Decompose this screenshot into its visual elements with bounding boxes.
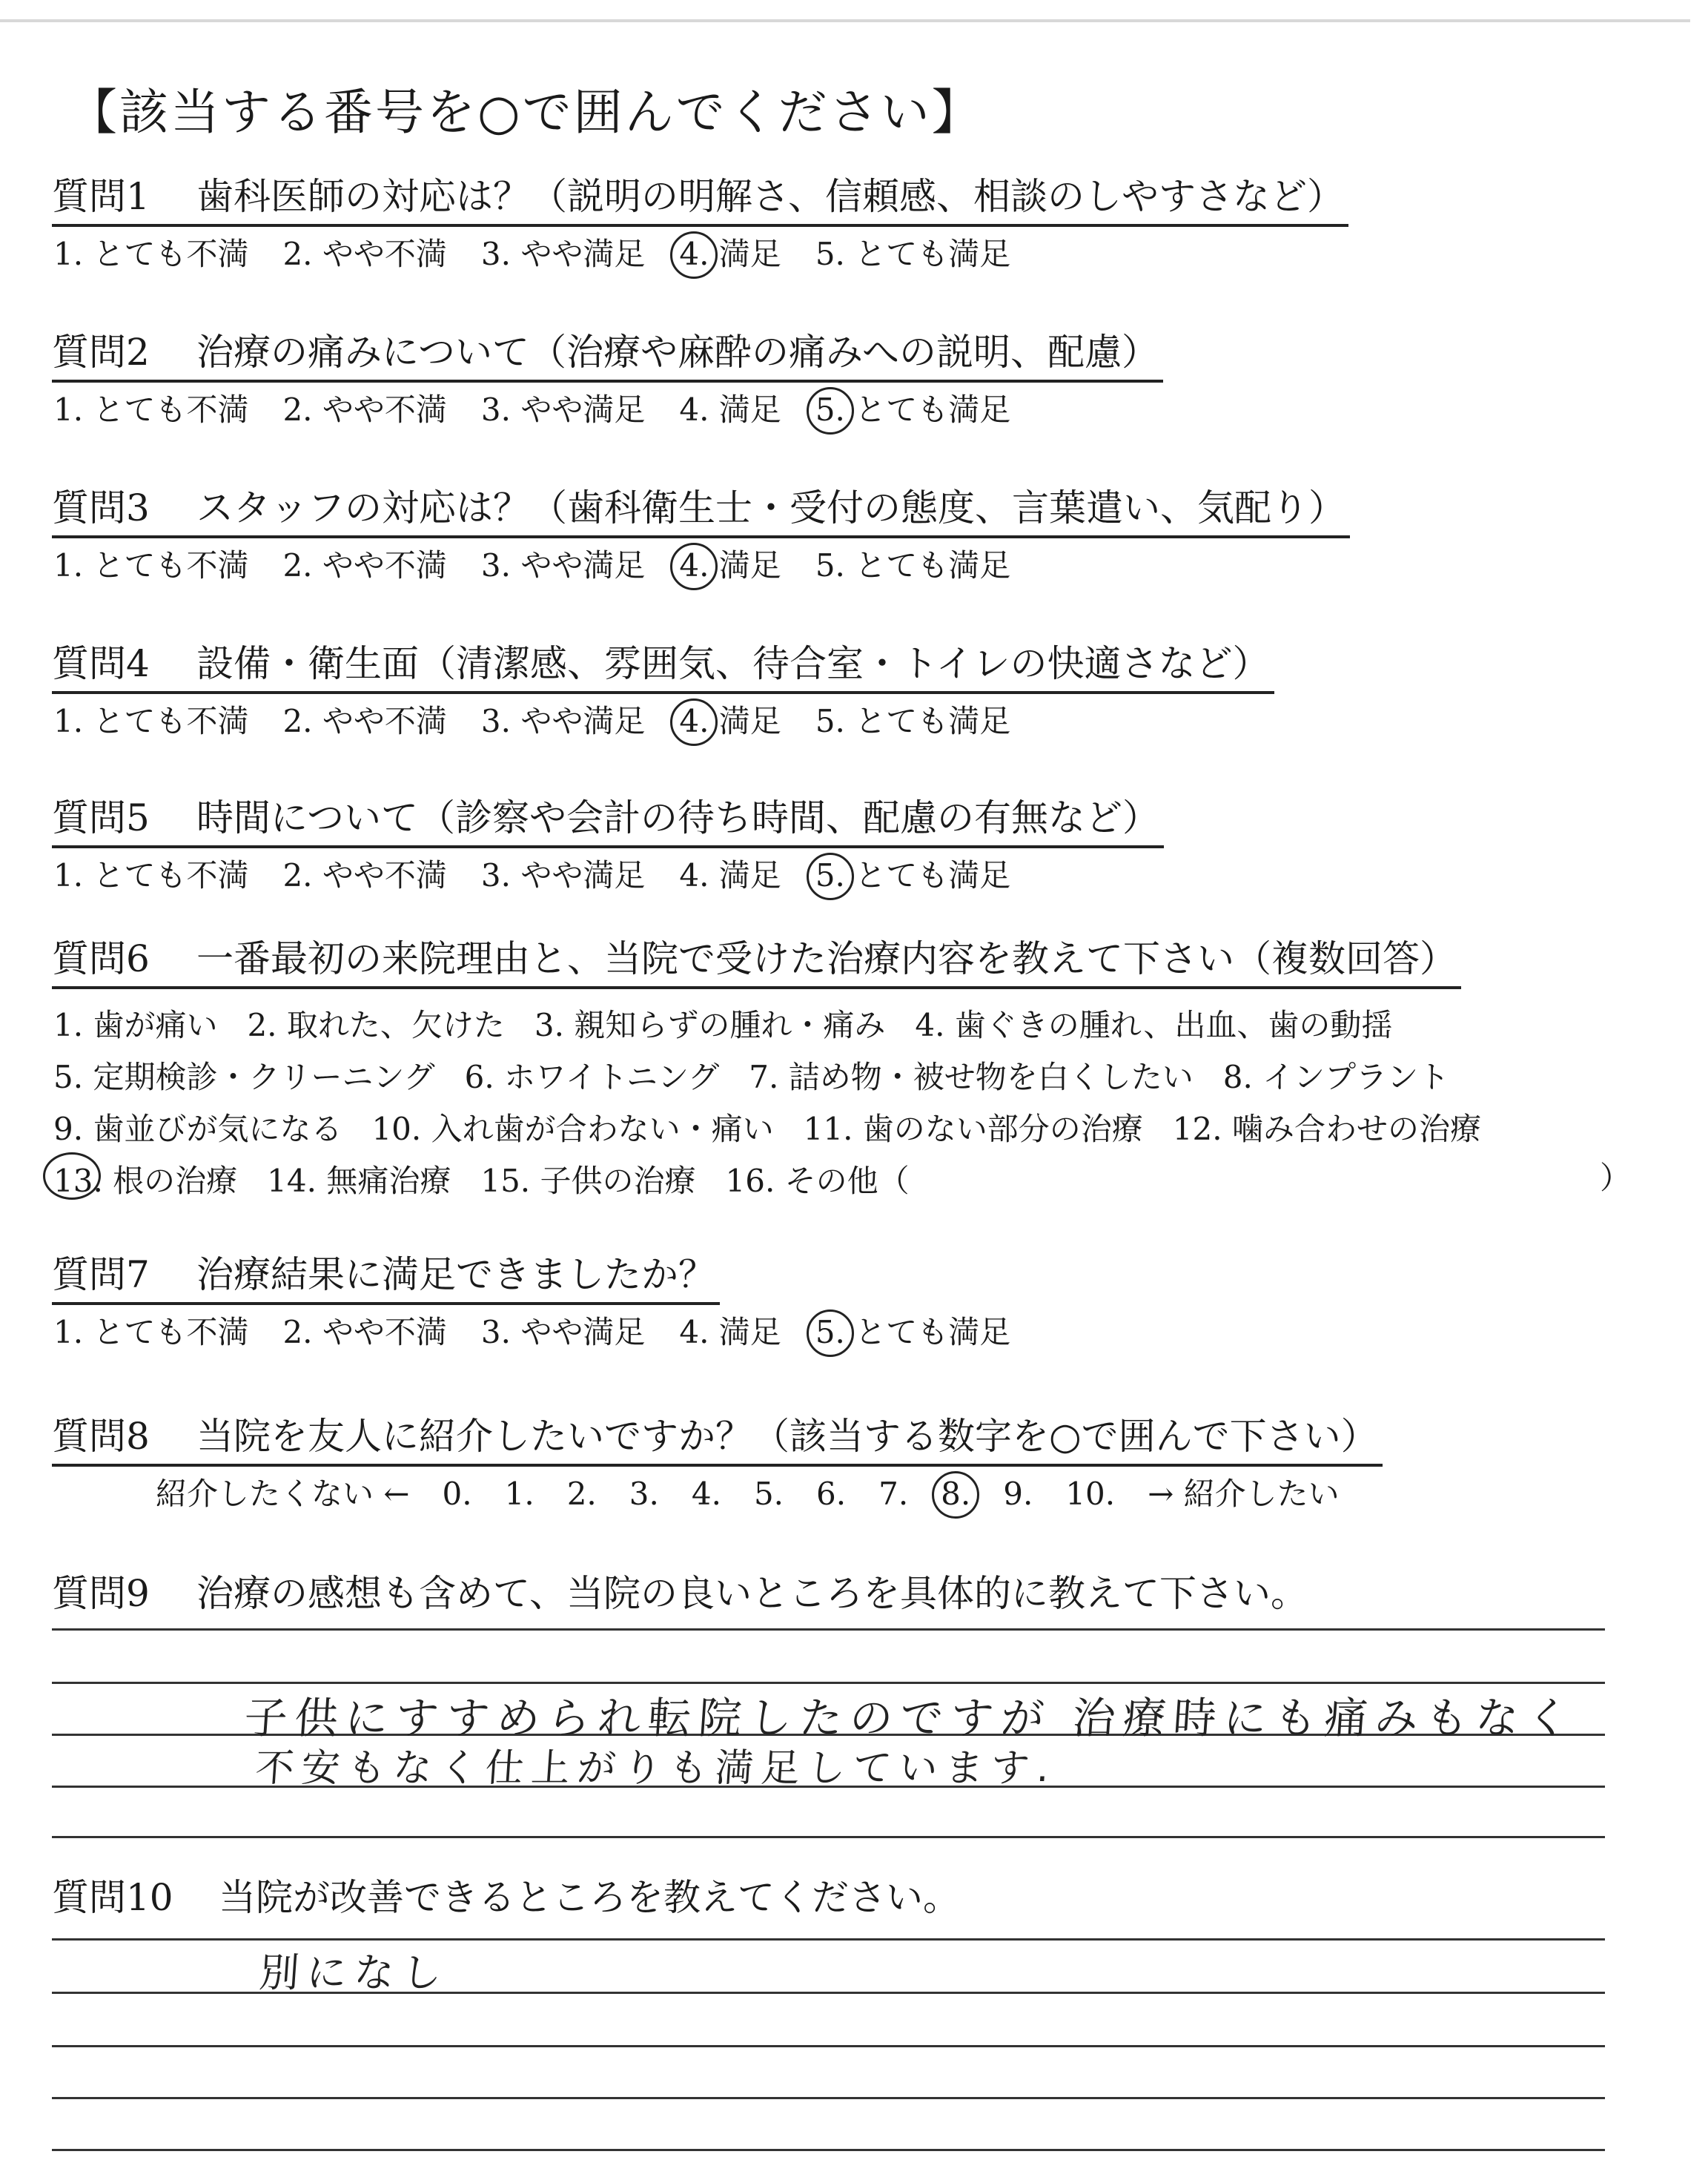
option-list (52, 1000, 1668, 1207)
option-label: 歯並びが気になる (93, 1111, 342, 1147)
option-1 (53, 1312, 248, 1353)
option-1 (53, 1000, 217, 1051)
option-label: やや満足 (520, 236, 646, 272)
scale-value: 6. (816, 1476, 847, 1512)
option-label: 歯のない部分の治療 (862, 1111, 1143, 1147)
option-1 (53, 234, 248, 274)
question-5 (52, 795, 1668, 896)
option-label: とても満足 (855, 547, 1011, 584)
handwritten-answer: 不安もなく仕上がりも満足しています. (254, 1746, 1059, 1791)
option-label: とても満足 (855, 857, 1011, 894)
option-label: インプラント (1262, 1059, 1450, 1095)
question-text: 当院を友人に紹介したいですか？（該当する数字を○で囲んで下さい） (196, 1415, 1378, 1458)
option-list (52, 701, 1668, 742)
option-4 (679, 234, 781, 274)
option-3 (481, 546, 645, 586)
handwritten-answer: 別になし (257, 1949, 451, 1996)
option-15 (480, 1155, 695, 1207)
option-label: 満足 (718, 547, 781, 584)
option-row (53, 1000, 1668, 1051)
option-number-circled: 5. (815, 390, 845, 430)
question-number: 質問7 (52, 1253, 150, 1296)
option-5 (815, 1312, 1010, 1353)
option-label: やや満足 (520, 1314, 646, 1350)
question-title (52, 1875, 964, 1925)
other-close-paren: ） (1600, 1160, 1632, 1196)
option-label: 無痛治療 (326, 1163, 451, 1199)
option-number-circled: 5. (815, 1312, 845, 1353)
question-text: 時間について（診察や会計の待ち時間、配慮の有無など） (196, 796, 1159, 839)
option-number: 3. (534, 1007, 564, 1043)
question-6 (52, 936, 1668, 1207)
question-number: 質問10 (52, 1876, 173, 1919)
question-9 (52, 1571, 1668, 1621)
option-number: 15. (480, 1163, 531, 1199)
question-2 (52, 329, 1668, 430)
option-number: 1. (53, 1314, 84, 1350)
option-label: 満足 (718, 1314, 781, 1350)
option-number: 5. (815, 547, 845, 584)
option-label: 子供の治療 (540, 1163, 696, 1199)
option-3 (481, 856, 645, 896)
option-4 (679, 856, 781, 896)
question-title (52, 174, 1348, 227)
option-4 (679, 701, 781, 742)
answer-rule (52, 1938, 1605, 1941)
option-number: 3. (480, 236, 511, 272)
scale-value: 0. (442, 1476, 472, 1512)
option-number-circled: 13. (53, 1155, 103, 1207)
question-number: 質問3 (52, 486, 150, 529)
question-number: 質問8 (52, 1415, 150, 1458)
option-label: 歯が痛い (93, 1007, 218, 1043)
option-label: やや不満 (322, 236, 447, 272)
answer-rule (52, 1628, 1605, 1631)
option-label: とても満足 (855, 703, 1011, 739)
option-2 (247, 1000, 504, 1051)
option-number: 10. (371, 1111, 422, 1147)
scale-value: 4. (691, 1476, 721, 1512)
option-number: 1. (53, 857, 84, 894)
handwritten-answer: 子供にすすめられ転院したのですが 治療時にも痛みもなく (242, 1693, 1579, 1743)
option-label: とても満足 (855, 236, 1011, 272)
scale-value: 2. (566, 1476, 597, 1512)
option-4 (915, 1000, 1392, 1051)
question-title (52, 1571, 1312, 1621)
question-number: 質問1 (52, 175, 150, 218)
question-text: 治療結果に満足できましたか？ (196, 1253, 715, 1296)
option-number: 3. (480, 857, 511, 894)
option-label: とても満足 (855, 1314, 1011, 1350)
option-label: 満足 (718, 392, 781, 428)
question-title (52, 936, 1461, 989)
question-text: 治療の感想も含めて、当院の良いところを具体的に教えて下さい。 (196, 1572, 1308, 1615)
answer-rule (52, 1836, 1605, 1838)
option-label: ホワイトニング (504, 1059, 720, 1095)
option-6 (465, 1051, 720, 1103)
option-1 (53, 701, 248, 742)
option-2 (282, 234, 446, 274)
question-3 (52, 485, 1668, 586)
scale-value: 3. (629, 1476, 659, 1512)
option-number-circled: 4. (679, 546, 709, 586)
option-1 (53, 390, 248, 430)
option-label: とても満足 (855, 392, 1011, 428)
question-text: スタッフの対応は？（歯科衛生士・受付の態度、言葉遣い、気配り） (196, 486, 1345, 529)
question-number: 質問9 (52, 1572, 150, 1615)
option-2 (282, 856, 446, 896)
option-number: 16. (725, 1163, 775, 1199)
option-3 (481, 701, 645, 742)
question-text: 設備・衛生面（清潔感、雰囲気、待合室・トイレの快適さなど） (196, 642, 1270, 685)
option-label: やや満足 (520, 547, 646, 584)
option-number: 2. (282, 236, 313, 272)
option-number: 6. (464, 1059, 494, 1095)
option-label: とても不満 (93, 1314, 249, 1350)
option-number: 2. (282, 392, 313, 428)
option-2 (282, 390, 446, 430)
option-5 (815, 234, 1010, 274)
question-10 (52, 1875, 1668, 1925)
form-heading: 【該当する番号を○で囲んでください】 (68, 84, 983, 141)
scale-value: 1. (504, 1476, 534, 1512)
scale-value: 10. (1065, 1476, 1116, 1512)
option-label: とても不満 (93, 392, 249, 428)
question-text: 歯科医師の対応は？（説明の明解さ、信頼感、相談のしやすさなど） (196, 175, 1344, 218)
option-number: 1. (53, 1007, 84, 1043)
option-label: 満足 (718, 703, 781, 739)
option-16 (726, 1155, 910, 1207)
option-8 (1223, 1051, 1449, 1103)
option-3 (481, 234, 645, 274)
option-number: 1. (53, 703, 84, 739)
question-8 (52, 1413, 1668, 1514)
option-label: 取れた、欠けた (286, 1007, 505, 1043)
option-label: やや満足 (520, 703, 646, 739)
option-label: とても不満 (93, 703, 249, 739)
question-title (52, 641, 1274, 694)
option-number: 3. (480, 392, 511, 428)
option-3 (481, 390, 645, 430)
option-number: 1. (53, 392, 84, 428)
option-list (52, 856, 1668, 896)
option-5 (53, 1051, 435, 1103)
option-2 (282, 546, 446, 586)
option-number: 3. (480, 703, 511, 739)
option-number: 8. (1222, 1059, 1253, 1095)
option-label: 根の治療 (113, 1163, 238, 1199)
option-5 (815, 546, 1010, 586)
answer-rule (52, 2149, 1605, 2151)
scale-left-label: 紹介したくない ← (156, 1476, 410, 1512)
option-number: 5. (815, 236, 845, 272)
scale-value: 7. (878, 1476, 909, 1512)
option-13 (53, 1155, 237, 1207)
option-4 (679, 390, 781, 430)
option-label: やや満足 (520, 392, 646, 428)
option-list (52, 546, 1668, 586)
option-4 (679, 1312, 781, 1353)
question-4 (52, 641, 1668, 742)
question-1 (52, 174, 1668, 274)
option-label: とても不満 (93, 236, 249, 272)
option-4 (679, 546, 781, 586)
answer-rule (52, 2045, 1605, 2047)
rating-scale (52, 1474, 1668, 1514)
option-label: 入れ歯が合わない・痛い (431, 1111, 774, 1147)
option-5 (815, 390, 1010, 430)
option-label: 満足 (718, 236, 781, 272)
option-5 (815, 701, 1010, 742)
option-number: 4. (679, 857, 709, 894)
option-14 (267, 1155, 451, 1207)
option-5 (815, 856, 1010, 896)
option-label: 親知らずの腫れ・痛み (574, 1007, 886, 1043)
question-title (52, 1252, 720, 1305)
option-list (52, 390, 1668, 430)
option-9 (53, 1103, 342, 1155)
option-number: 4. (915, 1007, 945, 1043)
question-number: 質問2 (52, 331, 150, 374)
scale-right-label: → 紹介したい (1148, 1476, 1340, 1512)
question-text: 一番最初の来院理由と、当院で受けた治療内容を教えて下さい（複数回答） (196, 937, 1457, 980)
option-label: 満足 (718, 857, 781, 894)
question-number: 質問4 (52, 642, 150, 685)
question-title (52, 795, 1164, 848)
option-label: その他（ (784, 1163, 910, 1199)
option-number: 11. (803, 1111, 853, 1147)
option-number: 5. (53, 1059, 84, 1095)
option-number: 14. (267, 1163, 317, 1199)
option-label: やや不満 (322, 1314, 447, 1350)
option-10 (371, 1103, 773, 1155)
question-title (52, 1413, 1383, 1467)
option-number-circled: 4. (679, 234, 709, 274)
scale-value: 5. (753, 1476, 784, 1512)
option-number: 2. (282, 547, 313, 584)
question-text: 当院が改善できるところを教えてください。 (219, 1876, 960, 1919)
option-number-circled: 5. (815, 856, 845, 896)
option-number: 2. (247, 1007, 277, 1043)
option-2 (282, 1312, 446, 1353)
option-label: 詰め物・被せ物を白くしたい (788, 1059, 1194, 1095)
option-number: 3. (480, 1314, 511, 1350)
answer-rule (52, 2097, 1605, 2099)
option-number: 1. (53, 547, 84, 584)
scan-top-edge (0, 19, 1690, 22)
option-label: 歯ぐきの腫れ、出血、歯の動揺 (954, 1007, 1393, 1043)
option-row (53, 1051, 1668, 1103)
option-3 (534, 1000, 885, 1051)
option-label: やや不満 (322, 703, 447, 739)
option-number: 9. (53, 1111, 84, 1147)
option-number: 2. (282, 703, 313, 739)
option-label: やや不満 (322, 857, 447, 894)
option-number: 4. (679, 392, 709, 428)
scale-value-circled: 8. (941, 1474, 970, 1514)
question-number: 質問5 (52, 796, 150, 839)
option-number: 12. (1172, 1111, 1222, 1147)
option-number: 4. (679, 1314, 709, 1350)
question-title (52, 485, 1350, 538)
option-number: 1. (53, 236, 84, 272)
option-1 (53, 546, 248, 586)
option-2 (282, 701, 446, 742)
option-label: やや不満 (322, 392, 447, 428)
option-12 (1173, 1103, 1481, 1155)
option-row (53, 1103, 1668, 1155)
question-title (52, 329, 1163, 383)
option-label: 噛み合わせの治療 (1231, 1111, 1481, 1147)
option-label: やや不満 (322, 547, 447, 584)
option-7 (749, 1051, 1193, 1103)
question-7 (52, 1252, 1668, 1353)
option-number: 7. (749, 1059, 779, 1095)
option-number: 2. (282, 1314, 313, 1350)
option-11 (804, 1103, 1143, 1155)
option-number: 3. (480, 547, 511, 584)
option-label: 定期検診・クリーニング (93, 1059, 435, 1095)
option-row (53, 1155, 1668, 1207)
option-list (52, 1312, 1668, 1353)
option-label: とても不満 (93, 547, 249, 584)
question-number: 質問6 (52, 937, 150, 980)
option-label: やや満足 (520, 857, 646, 894)
scale-value: 9. (1003, 1476, 1033, 1512)
option-number-circled: 4. (679, 701, 709, 742)
option-label: とても不満 (93, 857, 249, 894)
question-text: 治療の痛みについて（治療や麻酔の痛みへの説明、配慮） (196, 331, 1159, 374)
option-number: 2. (282, 857, 313, 894)
option-number: 5. (815, 703, 845, 739)
option-list (52, 234, 1668, 274)
option-1 (53, 856, 248, 896)
option-3 (481, 1312, 645, 1353)
